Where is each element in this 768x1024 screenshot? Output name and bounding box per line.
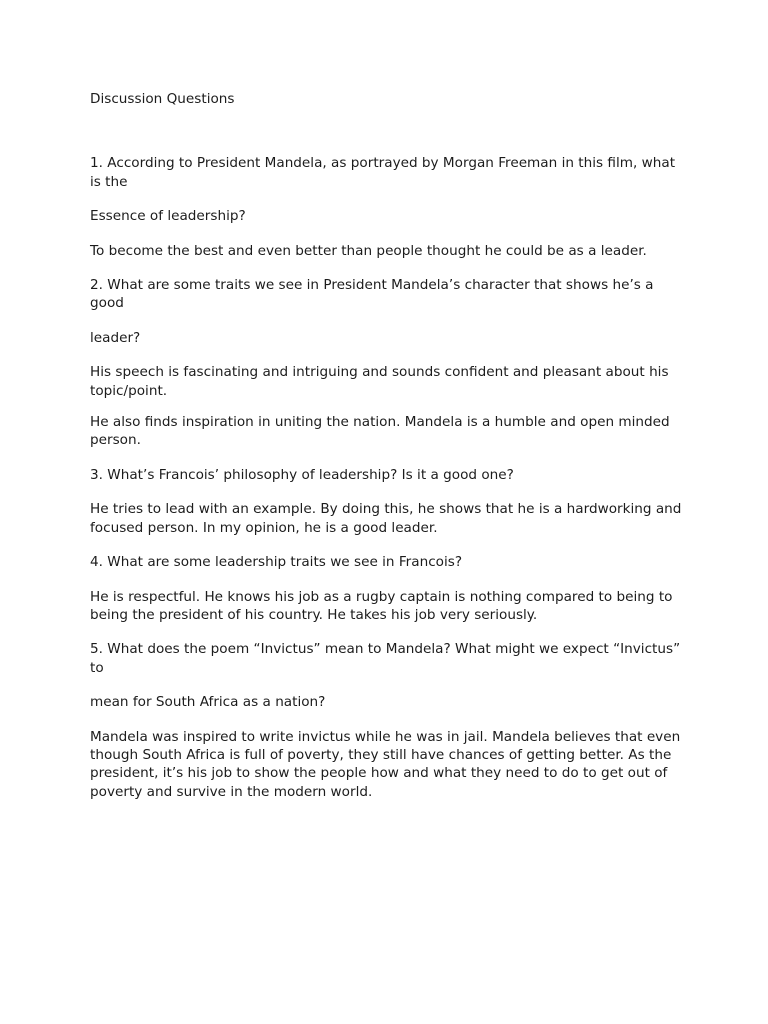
question-2-continuation: leader? bbox=[90, 329, 141, 346]
question-4: 4. What are some leadership traits we see in Francois? bbox=[90, 554, 463, 571]
answer-2-part-2: He also finds inspiration in uniting the nation. Mandela is a humble and open minded person. bbox=[90, 414, 670, 449]
answer-4: He is respectful. He knows his job as a rugby captain is nothing compared to being to being the president of his country. He takes his job very seriously. bbox=[90, 588, 673, 623]
question-5-continuation: mean for South Africa as a nation? bbox=[90, 694, 326, 711]
question-2: 2. What are some traits we see in President Mandela’s character that shows he’s a good bbox=[90, 277, 654, 312]
question-1: 1. According to President Mandela, as portrayed by Morgan Freeman in this film, what is the bbox=[90, 155, 676, 190]
document-body bbox=[90, 90, 690, 801]
answer-2-part-1: His speech is fascinating and intriguing and sounds confident and pleasant about his topic/point. bbox=[90, 364, 669, 399]
question-3: 3. What’s Francois’ philosophy of leadership? Is it a good one? bbox=[90, 466, 514, 483]
answer-1: To become the best and even better than people thought he could be as a leader. bbox=[90, 242, 647, 259]
answer-5: Mandela was inspired to write invictus while he was in jail. Mandela believes that even though South Africa is full of poverty, they still have chances of getting better. As the president, it’s his job to show the people how and what they need to do to get out of poverty and survive in the modern world. bbox=[90, 728, 681, 800]
question-1-continuation: Essence of leadership? bbox=[90, 208, 246, 225]
question-5: 5. What does the poem “Invictus” mean to Mandela? What might we expect “Invictus” to bbox=[90, 641, 681, 676]
answer-3: He tries to lead with an example. By doing this, he shows that he is a hardworking and focused person. In my opinion, he is a good leader. bbox=[90, 501, 682, 536]
document-title: Discussion Questions bbox=[90, 91, 235, 107]
